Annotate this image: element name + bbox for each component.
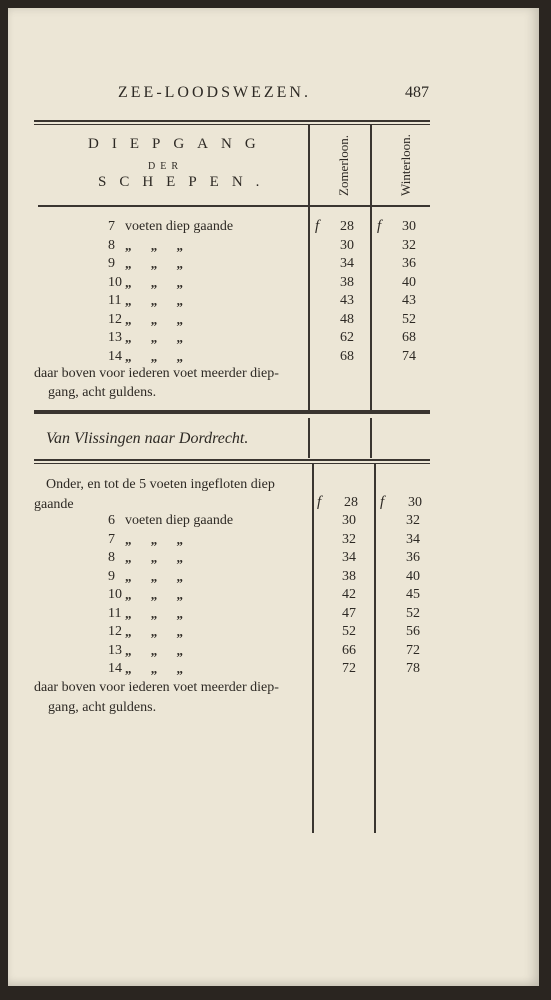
table2-row-depth: 12 xyxy=(108,624,122,639)
table2-row-label: „ „ „ xyxy=(125,568,183,584)
table1-heading-diepgang: DIEPGANG xyxy=(88,136,269,152)
table1-row-depth: 12 xyxy=(108,311,122,327)
table1-row-label: „ „ „ xyxy=(125,348,183,364)
table2-row-winter: 40 xyxy=(406,568,420,584)
table1-row-depth: 14 xyxy=(108,348,122,364)
table2-row-depth: 8 xyxy=(108,550,115,565)
table1-row-winter: 74 xyxy=(402,348,416,364)
table2-top-rule-thin xyxy=(34,463,430,464)
table2-row-winter: 56 xyxy=(406,624,420,639)
table2-row-winter: 36 xyxy=(406,550,420,565)
table1-row-depth: 8 xyxy=(108,237,115,253)
table1-row-winter: 36 xyxy=(402,256,416,271)
table1-row-depth: 11 xyxy=(108,293,122,308)
table1-row-summer: 68 xyxy=(340,348,354,364)
table1-row-depth: 13 xyxy=(108,330,122,345)
table1-heading-der: DER xyxy=(148,161,183,172)
table1-col-divider-1 xyxy=(308,124,310,410)
table2-row-winter: 34 xyxy=(406,531,420,547)
table2-row-label: „ „ „ xyxy=(125,587,183,602)
table2-row-summer: 32 xyxy=(342,531,356,547)
table2-row-label: „ „ „ xyxy=(125,531,183,547)
table2-row-label: „ „ „ xyxy=(125,661,183,676)
table1-row-depth: 7 xyxy=(108,219,115,234)
table2-footer-line2: gang, acht guldens. xyxy=(48,700,157,715)
table2-row-depth: 9 xyxy=(108,568,115,584)
table2-row-winter: 32 xyxy=(406,513,420,528)
table1-row-label: „ „ „ xyxy=(125,237,183,253)
table2-row-summer: 42 xyxy=(342,587,356,602)
table2-intro-currency-winter: f xyxy=(380,494,385,510)
table2-row-summer: 34 xyxy=(342,550,356,565)
table2-row-winter: 72 xyxy=(406,642,420,658)
table2-row-summer: 66 xyxy=(342,642,356,658)
table2-row-depth: 13 xyxy=(108,642,122,658)
table1-heading-schepen: SCHEPEN. xyxy=(98,174,273,190)
table2-col-divider-2 xyxy=(374,463,376,833)
table1-footer-line2: gang, acht guldens. xyxy=(48,385,157,400)
table1-row-winter: 43 xyxy=(402,293,416,308)
table1-row-summer: 34 xyxy=(340,256,354,271)
table2-row-depth: 6 xyxy=(108,513,115,528)
table1-col-divider-2 xyxy=(370,124,372,410)
table2-row-depth: 14 xyxy=(108,661,122,676)
table1-row-winter: 30 xyxy=(402,219,416,234)
table2-row-depth: 11 xyxy=(108,605,122,621)
table1-footer-line1: daar boven voor iederen voet meerder diep- xyxy=(34,366,279,381)
table2-intro-currency-summer: f xyxy=(317,494,322,510)
table1-currency-winter: f xyxy=(377,218,382,234)
table2-row-summer: 47 xyxy=(342,605,356,621)
table2-row-depth: 10 xyxy=(108,587,122,602)
table2-row-summer: 30 xyxy=(342,513,356,528)
table2-intro-summer: 28 xyxy=(344,495,358,510)
table1-row-summer: 38 xyxy=(340,274,354,290)
table1-currency-summer: f xyxy=(315,218,320,234)
table2-row-summer: 72 xyxy=(342,661,356,676)
mid-rule xyxy=(34,410,430,414)
table2-row-label: „ „ „ xyxy=(125,605,183,621)
table2-row-winter: 52 xyxy=(406,605,420,621)
table1-row-summer: 30 xyxy=(340,237,354,253)
book-page xyxy=(8,8,539,986)
table2-row-label: „ „ „ xyxy=(125,550,183,565)
table2-row-summer: 52 xyxy=(342,624,356,639)
table1-row-label: „ „ „ xyxy=(125,293,183,308)
running-header: ZEE-LOODSWEZEN. xyxy=(118,84,311,101)
top-rule xyxy=(34,120,430,122)
table1-row-summer: 48 xyxy=(340,311,354,327)
table1-row-winter: 52 xyxy=(402,311,416,327)
table1-row-winter: 68 xyxy=(402,330,416,345)
table1-row-label: „ „ „ xyxy=(125,330,183,345)
table2-top-rule xyxy=(34,459,430,461)
table2-row-summer: 38 xyxy=(342,568,356,584)
table2-row-label: „ „ „ xyxy=(125,624,183,639)
table1-row-summer: 43 xyxy=(340,293,354,308)
table1-row-depth: 10 xyxy=(108,274,122,290)
table2-intro-winter: 30 xyxy=(408,495,422,510)
route-divider-2 xyxy=(370,418,372,458)
table1-row-label: „ „ „ xyxy=(125,256,183,271)
table1-row-winter: 40 xyxy=(402,274,416,290)
table2-intro-line2: gaande xyxy=(34,497,74,512)
col-header-summer: Zomerloon. xyxy=(336,134,351,196)
table1-row-depth: 9 xyxy=(108,256,115,271)
table2-row-depth: 7 xyxy=(108,531,115,547)
table1-row-label: voeten diep gaande xyxy=(125,219,234,234)
table1-row-label: „ „ „ xyxy=(125,311,183,327)
table2-col-divider-1 xyxy=(312,463,314,833)
route-divider-1 xyxy=(308,418,310,458)
table1-row-summer: 28 xyxy=(340,219,354,234)
table2-intro-line1: Onder, en tot de 5 voeten ingefloten diep xyxy=(46,477,275,492)
table2-row-label: voeten diep gaande xyxy=(125,513,234,528)
table1-row-summer: 62 xyxy=(340,330,354,345)
table1-row-winter: 32 xyxy=(402,237,416,253)
table2-row-label: „ „ „ xyxy=(125,642,183,658)
table2-row-winter: 78 xyxy=(406,661,420,676)
page-number: 487 xyxy=(405,84,429,101)
table2-row-winter: 45 xyxy=(406,587,420,602)
col-header-winter: Winterloon. xyxy=(398,134,413,196)
table1-row-label: „ „ „ xyxy=(125,274,183,290)
table2-footer-line1: daar boven voor iederen voet meerder diep- xyxy=(34,680,279,695)
route-title: Van Vlissingen naar Dordrecht. xyxy=(46,430,249,447)
